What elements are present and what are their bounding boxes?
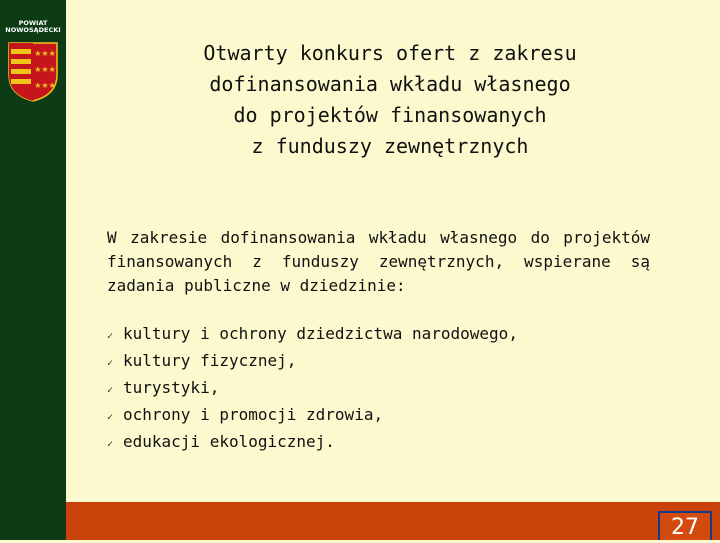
list-item-text: edukacji ekologicznej. <box>123 432 335 451</box>
title-line: Otwarty konkurs ofert z zakresu <box>203 41 577 65</box>
list-item-text: kultury i ochrony dziedzictwa narodowego, <box>123 324 518 343</box>
title-line: dofinansowania wkładu własnego <box>209 72 571 96</box>
checkmark-icon: ✓ <box>107 358 114 369</box>
slide-title <box>130 38 650 162</box>
logo-text <box>0 20 66 34</box>
logo-line-2: NOWOSĄDECKI <box>5 26 61 34</box>
list-item-text: turystyki, <box>123 378 220 397</box>
task-area-list <box>107 322 667 457</box>
list-item-text: ochrony i promocji zdrowia, <box>123 405 384 424</box>
list-item <box>107 376 667 403</box>
checkmark-icon: ✓ <box>107 331 114 342</box>
list-item <box>107 430 667 457</box>
left-sidebar <box>0 0 66 540</box>
county-crest-icon <box>7 41 59 103</box>
list-item-text: kultury fizycznej, <box>123 351 297 370</box>
title-line: z funduszy zewnętrznych <box>251 134 529 158</box>
logo-line-1: POWIAT <box>18 19 48 27</box>
list-item <box>107 403 667 430</box>
checkmark-icon: ✓ <box>107 412 114 423</box>
page-number: 27 <box>658 511 712 540</box>
intro-paragraph: W zakresie dofinansowania wkładu własnego do projektów finansowanych z funduszy zewnętrznych, wspierane są zadania publiczne w dziedzinie: <box>107 228 650 295</box>
svg-text:★★★: ★★★ <box>34 81 56 90</box>
svg-text:★★★: ★★★ <box>34 65 56 74</box>
checkmark-icon: ✓ <box>107 385 114 396</box>
title-line: do projektów finansowanych <box>233 103 547 127</box>
footer-bar <box>66 502 720 540</box>
list-item <box>107 349 667 376</box>
list-item <box>107 322 667 349</box>
svg-text:★★★: ★★★ <box>34 49 56 58</box>
checkmark-icon: ✓ <box>107 439 114 450</box>
